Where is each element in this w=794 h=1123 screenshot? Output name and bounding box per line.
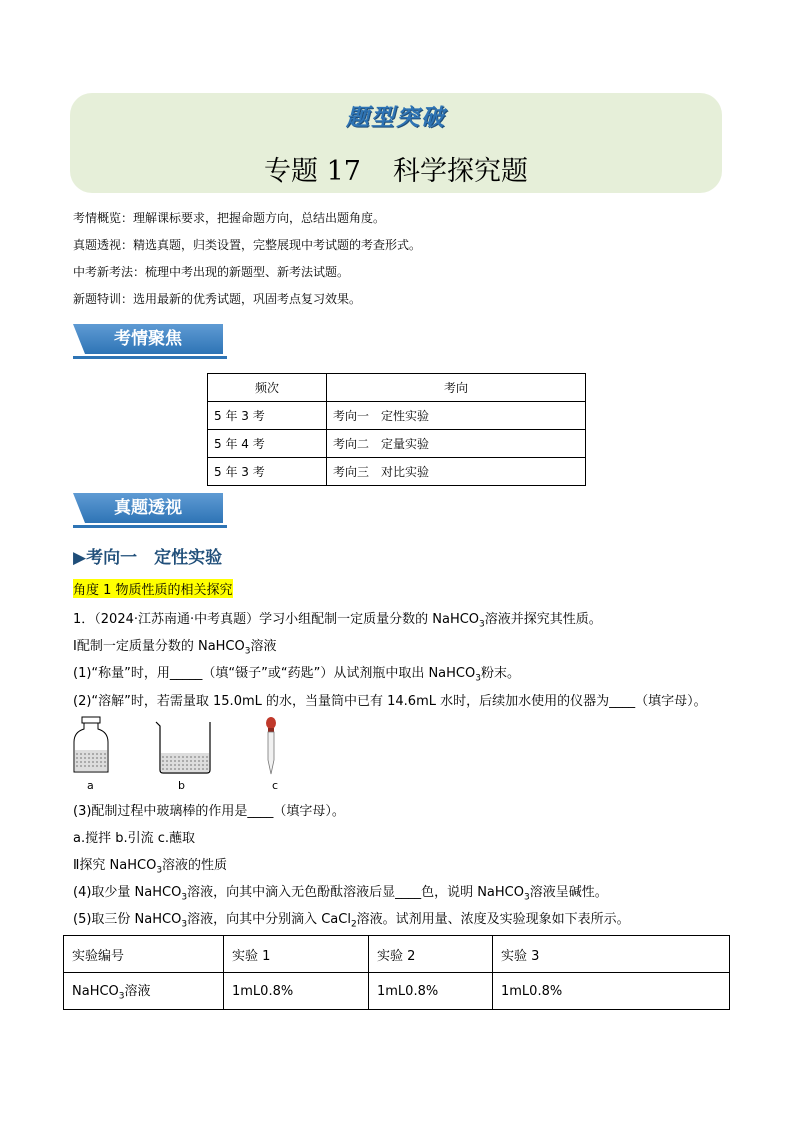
text-fragment: Ⅱ探究 NaHCO [73,858,157,873]
topic-heading: ▶考向一 定性实验 [73,548,223,568]
title-banner [70,93,722,193]
experiment-table [63,935,730,1010]
title-topic-name: 科学探究题 [392,156,528,187]
text-fragment: NaHCO [72,984,119,1000]
subscript: 3 [156,865,163,876]
apparatus-figure [70,716,300,792]
text-fragment: 溶液。试剂用量、浓度及实验现象如下表所示。 [356,912,630,927]
table-row [208,430,586,458]
question-line-8 [73,881,608,903]
table-row [64,973,730,1010]
question-line-5: (3)配制过程中玻璃棒的作用是____（填字母）。 [73,804,345,819]
subscript: 3 [475,673,481,684]
section-header-label: 考情聚焦 [114,329,182,349]
question-line-9 [73,908,630,930]
text-fragment: 溶液并探究其性质。 [484,612,602,627]
question-line-3 [73,662,520,684]
subscript: 3 [181,919,188,930]
text-fragment: 溶液 [250,639,277,654]
text-fragment: 溶液 [124,984,151,1000]
subscript: 3 [118,991,125,1002]
table-cell: 5 年 4 考 [208,430,327,458]
table-header-row [64,936,730,973]
section-header-kaoqing [73,324,227,358]
table-header-cell: 实验编号 [64,936,224,973]
table-cell: 5 年 3 考 [208,402,327,430]
frequency-table [207,373,586,486]
figure-label-a: a [87,779,94,792]
text-fragment: 溶液呈碱性。 [529,885,608,900]
intro-line-4: 新题特训：选用最新的优秀试题，巩固考点复习效果。 [73,292,362,306]
question-line-4: (2)“溶解”时，若需量取 15.0mL 的水，当量筒中已有 14.6mL 水时，后续加水使用的仪器为____（填字母）。 [73,694,707,709]
figure-label-b: b [178,779,185,792]
table-cell: 1mL0.8% [224,973,369,1010]
table-cell: 5 年 3 考 [208,458,327,486]
table-header-cell: 实验 1 [224,936,369,973]
text-fragment: (4)取少量 NaHCO [73,885,182,900]
intro-line-3: 中考新考法：梳理中考出现的新题型、新考法试题。 [73,265,350,279]
text-fragment: (5)取三份 NaHCO [73,912,182,927]
section-header-label: 真题透视 [114,498,182,518]
page-title [70,149,722,188]
reagent-bottle-icon [74,717,108,772]
text-fragment: 粉末。 [480,666,520,681]
table-cell [64,973,224,1010]
question-line-7 [73,854,227,876]
figure-label-c: c [272,779,279,792]
text-fragment: Ⅰ配制一定质量分数的 NaHCO [73,639,245,654]
text-fragment: 溶液，向其中分别滴入 CaCl [187,912,351,927]
subscript: 3 [244,646,251,657]
table-cell: 考向二 定量实验 [327,430,586,458]
table-cell: 1mL0.8% [493,973,730,1010]
table-row [208,402,586,430]
subscript: 3 [523,892,530,903]
text-fragment: 溶液的性质 [162,858,228,873]
question-line-2 [73,635,277,657]
table-header-cell: 实验 2 [369,936,493,973]
subscript: 3 [479,619,485,630]
dropper-icon [266,717,276,774]
intro-line-2: 真题透视：精选真题，归类设置，完整展现中考试题的考查形式。 [73,238,422,252]
angle-label: 角度 1 物质性质的相关探究 [73,579,233,598]
question-line-6: a.搅拌 b.引流 c.蘸取 [73,831,196,846]
subscript: 3 [181,892,188,903]
subscript: 2 [350,919,357,930]
table-row [208,458,586,486]
text-fragment: (1)“称量”时，用_____（填“镊子”或“药匙”）从试剂瓶中取出 NaHCO [73,666,476,681]
table-header-row [208,374,586,402]
text-fragment: 溶液，向其中滴入无色酚酞溶液后显____色，说明 NaHCO [187,885,524,900]
table-cell: 考向三 对比实验 [327,458,586,486]
question-line-1 [73,608,602,630]
title-topic-number: 专题 17 [264,156,361,187]
beaker-icon [156,722,210,773]
table-header-cell: 频次 [208,374,327,402]
table-cell: 1mL0.8% [369,973,493,1010]
section-header-zhenti [73,493,227,527]
table-header-cell: 实验 3 [493,936,730,973]
table-header-cell: 考向 [327,374,586,402]
intro-line-1: 考情概览：理解课标要求，把握命题方向，总结出题角度。 [73,211,386,225]
banner-subtitle: 题型突破 [346,105,446,131]
table-cell: 考向一 定性实验 [327,402,586,430]
text-fragment: 1．（2024·江苏南通·中考真题）学习小组配制一定质量分数的 NaHCO [73,612,480,627]
